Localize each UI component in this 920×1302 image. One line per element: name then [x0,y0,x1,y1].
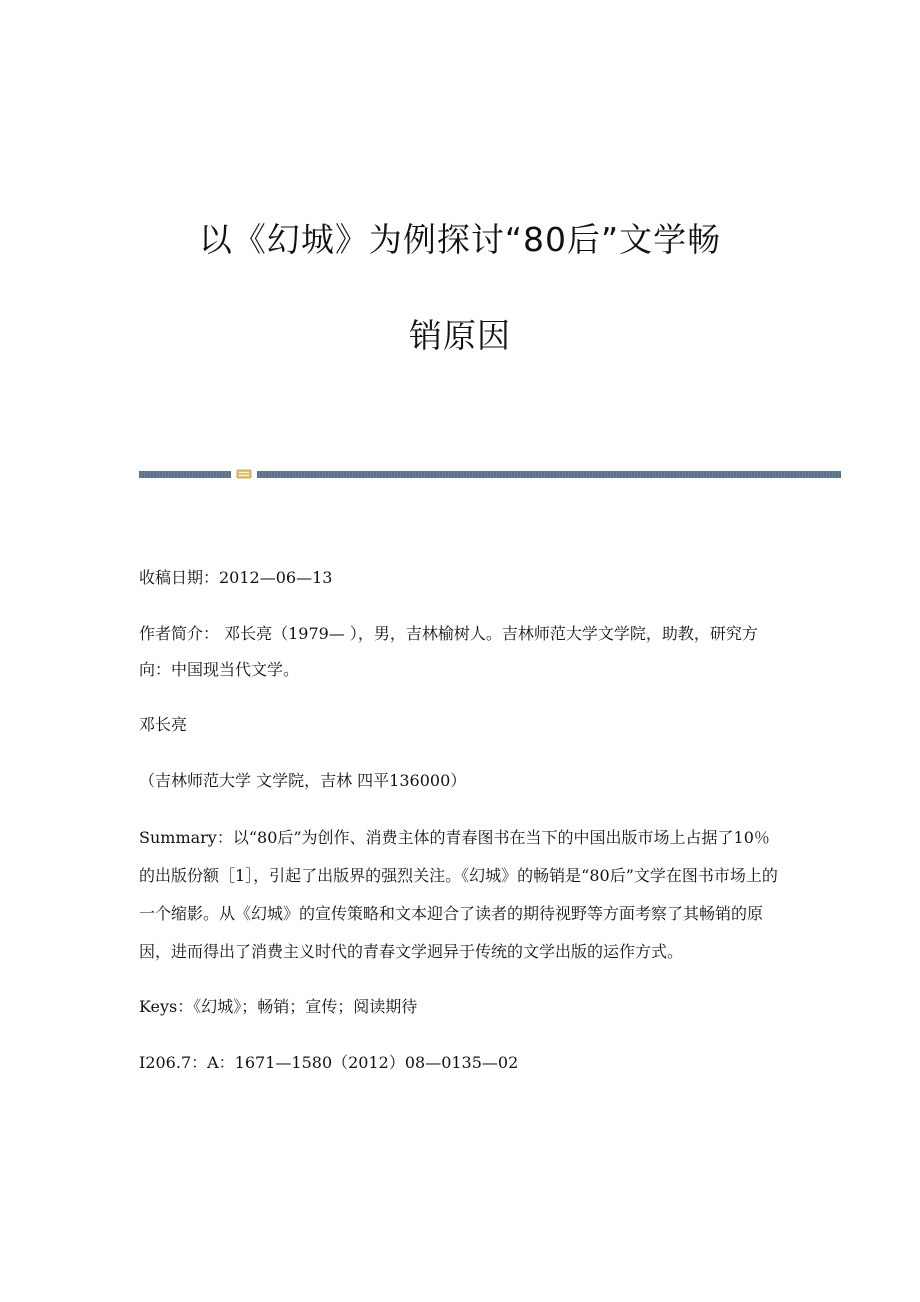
divider-bar-right [257,471,841,478]
article-title [0,200,920,356]
keywords: Keys：《幻城》；畅销；宣传；阅读期待 [139,997,418,1016]
title-line-2: 销原因 [409,316,511,355]
divider-bar-left [139,471,231,478]
summary-paragraph: Summary：以“80后”为创作、消费主体的青春图书在当下的中国出版市场上占据了10％的出版份额［1］，引起了出版界的强烈关注。《幻城》的畅销是“80后”文学在图书市场上的一个缩影。从《幻城》的宣传策略和文本迎合了读者的期待视野等方面考察了其畅销的原因，进而得出了消费主义时代的青春文学迥异于传统的文学出版的运作方式。 [139,828,778,961]
classification-code: I206.7：A：1671—1580（2012）08—0135—02 [139,1053,519,1072]
article-front-matter [139,560,779,1101]
title-line-1: 以《幻城》为例探讨“80后”文学畅 [198,220,722,259]
author-bio: 作者简介： 邓长亮（1979— ），男，吉林榆树人。吉林师范大学文学院，助教，研究方向：中国现当代文学。 [139,624,758,679]
author-name: 邓长亮 [139,715,188,734]
divider-ornament-icon [236,468,252,480]
section-divider [139,466,841,482]
received-date: 收稿日期：2012—06—13 [139,568,333,587]
author-affiliation: （吉林师范大学 文学院，吉林 四平136000） [139,771,467,790]
